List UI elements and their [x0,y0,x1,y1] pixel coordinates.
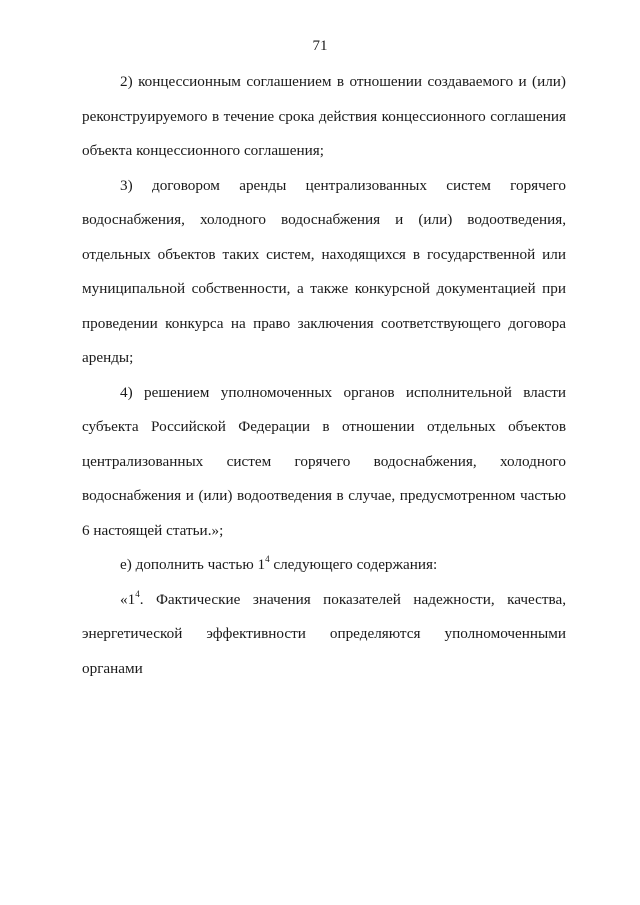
document-body [82,65,566,686]
paragraph-amendment-e [82,548,566,583]
part-1-4-superscript: 4 [135,588,140,599]
paragraph-item-2: 2) концессионным соглашением в отношении создаваемого и (или) реконструируемого в течение срока действия концессионного соглашения объекта концессионного соглашения; [82,73,566,159]
page-number: 71 [312,38,328,54]
paragraph-part-1-4 [82,583,566,687]
paragraph-item-4: 4) решением уполномоченных органов исполнительной власти субъекта Российской Федерации в отношении отдельных объектов централизованных систем горячего водоснабжения, холодного водоснабжения и (или) водоотведения в случае, предусмотренном частью 6 настоящей статьи.»; [82,383,566,539]
paragraph-item-3: 3) договором аренды централизованных систем горячего водоснабжения, холодного водоснабжения и (или) водоотведения, отдельных объектов таких систем, находящихся в государственной или муниципальной собственности, а также конкурсной документацией при проведении конкурса на право заключения соответствующего договора аренды; [82,176,566,366]
amendment-e-text-end: следующего содержания: [269,556,438,573]
part-1-4-text: . Фактические значения показателей надежности, качества, энергетической эффективности определяются уполномоченными органами [82,590,566,677]
part-1-4-open: «1 [120,590,136,608]
amendment-e-superscript: 4 [265,554,270,564]
amendment-e-text: е) дополнить частью 1 [120,556,266,573]
